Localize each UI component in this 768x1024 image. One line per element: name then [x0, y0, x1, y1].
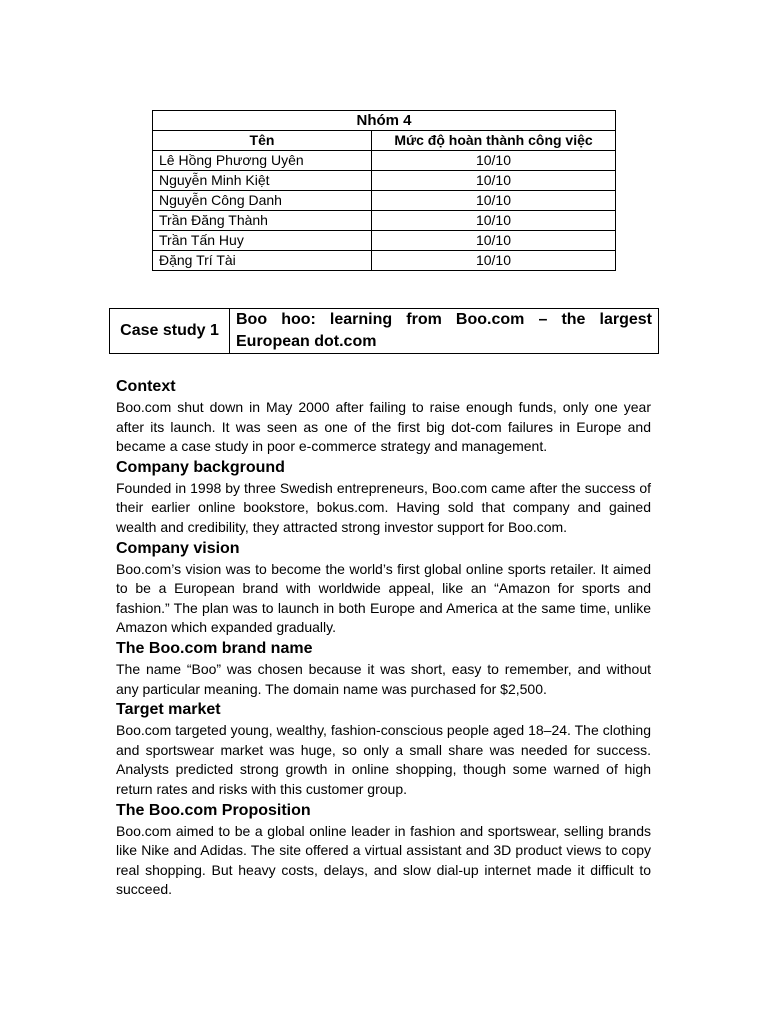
table-row [153, 231, 616, 251]
document-body [116, 376, 651, 900]
case-study-title: Boo hoo: learning from Boo.com – the largest European dot.com [230, 309, 659, 354]
group-table-title: Nhóm 4 [153, 111, 616, 131]
section-target-market [116, 699, 651, 799]
section-paragraph: Boo.com targeted young, wealthy, fashion-conscious people aged 18–24. The clothing and sportswear market was huge, so only a small share was needed for success. Analysts predicted strong growth in online shopping, though some warned of high return rates and risks with this customer group. [116, 722, 651, 797]
section-paragraph: Founded in 1998 by three Swedish entrepreneurs, Boo.com came after the success of their earlier online bookstore, bokus.com. Having sold that company and gained wealth and credibility, they attracted strong investor support for Boo.com. [116, 479, 651, 535]
section-heading: Context [116, 378, 176, 395]
section-paragraph: Boo.com aimed to be a global online leader in fashion and sportswear, selling brands like Nike and Adidas. The site offered a virtual assistant and 3D product views to copy real shopping. But heavy costs, delays, and slow dial-up internet made it difficult to succeed. [116, 822, 651, 898]
table-row [153, 211, 616, 231]
member-name: Trần Đăng Thành [153, 211, 372, 231]
column-header-completion: Mức độ hoàn thành công việc [372, 131, 616, 151]
section-company-background [116, 457, 651, 538]
member-score: 10/10 [372, 231, 616, 251]
section-context [116, 376, 651, 457]
member-name: Đặng Trí Tài [153, 251, 372, 271]
section-brand-name [116, 638, 651, 699]
member-name: Trần Tấn Huy [153, 231, 372, 251]
member-name: Lê Hồng Phương Uyên [153, 151, 372, 171]
member-name: Nguyễn Minh Kiệt [153, 171, 372, 191]
section-paragraph: Boo.com’s vision was to become the world’s first global online sports retailer. It aimed to be a European brand with worldwide appeal, like an “Amazon for sports and fashion.” The plan was to launch in both Europe and America at the same time, unlike Amazon which expanded gradually. [116, 560, 651, 636]
section-heading: Company background [116, 458, 285, 476]
member-score: 10/10 [372, 191, 616, 211]
section-company-vision [116, 538, 651, 638]
table-row [153, 151, 616, 171]
member-name: Nguyễn Công Danh [153, 191, 372, 211]
table-row [153, 191, 616, 211]
section-heading: Company vision [116, 539, 240, 557]
member-score: 10/10 [372, 211, 616, 231]
group-members-table [152, 110, 616, 271]
section-heading: The Boo.com brand name [116, 639, 313, 657]
section-heading: Target market [116, 701, 221, 719]
case-study-label: Case study 1 [110, 309, 230, 354]
section-proposition [116, 800, 651, 900]
section-paragraph: The name “Boo” was chosen because it was short, easy to remember, and without any particular meaning. The domain name was purchased for $2,500. [116, 660, 651, 697]
table-row [153, 251, 616, 271]
member-score: 10/10 [372, 151, 616, 171]
section-heading: The Boo.com Proposition [116, 801, 311, 819]
table-row [153, 171, 616, 191]
case-study-header [109, 308, 659, 354]
column-header-name: Tên [153, 131, 372, 151]
member-score: 10/10 [372, 251, 616, 271]
member-score: 10/10 [372, 171, 616, 191]
section-paragraph: Boo.com shut down in May 2000 after failing to raise enough funds, only one year after its launch. It was seen as one of the first big dot-com failures in Europe and became a case study in poor e-commerce strategy and management. [116, 399, 651, 455]
